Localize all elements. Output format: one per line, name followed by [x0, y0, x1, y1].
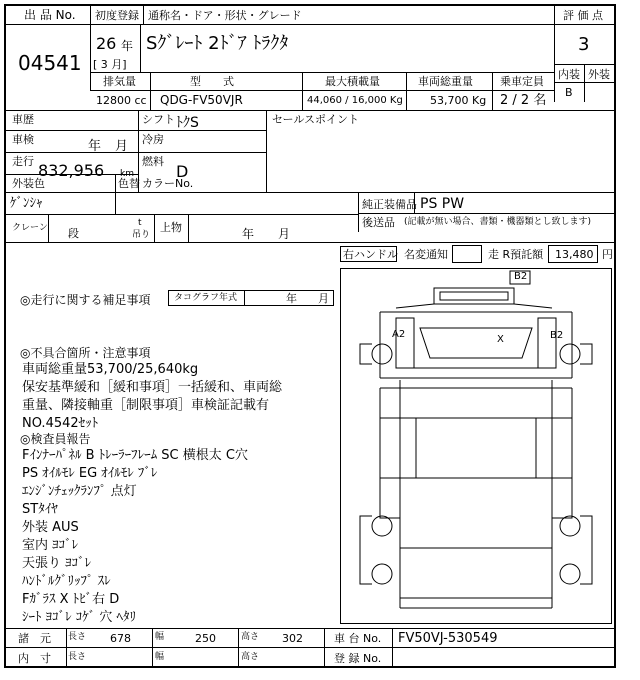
- inspector-title: ◎検査員報告: [20, 432, 91, 446]
- shift-label: シフト: [142, 113, 175, 126]
- name-change-box: [452, 245, 482, 263]
- inspection-month: 月: [115, 139, 129, 154]
- tachograph-year: 年: [286, 292, 297, 305]
- mileage-unit: km: [120, 169, 134, 179]
- inspector-line: 室内 ﾖｺﾞﾚ: [22, 538, 79, 553]
- crane-stage: 段: [68, 227, 79, 240]
- color-code-label: カラーNo.: [142, 177, 194, 190]
- lot-label: 出 品 No.: [24, 8, 76, 22]
- height-value: 302: [282, 632, 303, 645]
- model-label: 型 式: [190, 75, 234, 88]
- top-body-month: 月: [278, 227, 291, 241]
- right-handle-label: 右ハンドル: [343, 248, 398, 261]
- max-load-label: 最大積載量: [325, 75, 380, 88]
- crane-lift: 吊り: [132, 230, 151, 240]
- vehicle-name-label: 通称名・ドア・形状・グレード: [148, 9, 302, 22]
- aftermarket-note: (記載が無い場合、書類・機器類とし致します): [404, 217, 592, 227]
- running-notes-label: ◎走行に関する補足事項: [20, 293, 151, 307]
- mileage-label: 走行: [12, 155, 34, 168]
- capacity-label: 乗車定員: [500, 75, 544, 88]
- chassis-value: FV50VJ-530549: [398, 631, 498, 646]
- tachograph-label: タコグラフ年式: [174, 293, 238, 303]
- length-value: 678: [110, 632, 131, 645]
- inspector-line: PS ｵｲﾙﾓﾚ EG ｵｲﾙﾓﾚ ﾌﾞﾚ: [22, 466, 158, 481]
- model-value: QDG-FV50VJR: [160, 93, 243, 107]
- cooler-label: 冷房: [142, 133, 164, 146]
- diagram-mark-x: X: [497, 334, 504, 345]
- inspector-line: Fｶﾞﾗｽ X ﾄﾋﾞ右 D: [22, 592, 120, 607]
- defect-line: 保安基準緩和［緩和事項］一括緩和、車両総: [22, 380, 283, 395]
- max-load-value: 44,060 / 16,000 Kg: [307, 95, 403, 106]
- displacement-label: 排気量: [103, 75, 136, 88]
- crane-label: クレーン: [12, 223, 48, 233]
- deposit-value: 13,480: [555, 248, 594, 261]
- defect-line: 重量、隣接軸重［制限事項］車検証記載有: [22, 398, 270, 413]
- mileage-value: 832,956: [38, 161, 105, 180]
- inspector-line: ｴﾝｼﾞﾝﾁｪｯｸﾗﾝﾌﾟ 点灯: [22, 484, 137, 499]
- top-body-year: 年: [242, 227, 255, 241]
- chassis-label: 車 台 No.: [334, 632, 382, 645]
- distance-deposit-label: 走 R預託額: [488, 248, 544, 261]
- diagram-mark-b2-right: B2: [550, 330, 564, 341]
- spec-label: 諸 元: [18, 632, 51, 645]
- tachograph-month: 月: [318, 292, 329, 305]
- equipment-label: 純正装備品: [362, 198, 417, 211]
- grade-label: 評 価 点: [563, 9, 603, 22]
- inspector-line: ｼｰﾄ ﾖｺﾞﾚ ｺｹﾞ 穴 ﾍﾀﾘ: [22, 610, 137, 625]
- defect-line: 車両総重量53,700/25,640kg: [22, 362, 199, 377]
- fuel-label: 燃料: [142, 155, 164, 168]
- exterior-color-label: 外装色: [12, 177, 45, 190]
- defect-line: NO.4542ｾｯﾄ: [22, 416, 99, 431]
- inspector-line: 天張り ﾖｺﾞﾚ: [22, 556, 92, 571]
- grade-value: 3: [578, 34, 590, 55]
- first-registration-label: 初度登録: [95, 9, 139, 22]
- sales-point-label: セールスポイント: [272, 113, 360, 126]
- diagram-mark-a2: A2: [392, 329, 406, 340]
- vehicle-name: Sｸﾞﾚｰﾄ 2ﾄﾞｱ ﾄﾗｸﾀ: [146, 33, 289, 54]
- gross-weight-label: 車両総重量: [418, 75, 473, 88]
- width-value: 250: [195, 632, 216, 645]
- width-label: 幅: [155, 632, 165, 642]
- registration-year: 26: [96, 34, 117, 53]
- inspection-year: 年: [88, 139, 102, 154]
- length-label-inner: 長さ: [68, 652, 87, 662]
- truck-diagram: [340, 268, 612, 624]
- registration-month: [ 3 月]: [93, 58, 127, 71]
- gross-weight-value: 53,700 Kg: [430, 94, 487, 107]
- length-label: 長さ: [68, 632, 87, 642]
- fuel-value: D: [176, 162, 189, 181]
- capacity-value: 2 / 2 名: [500, 93, 547, 108]
- displacement-value: 12800 cc: [96, 94, 147, 107]
- aftermarket-label: 後送品: [362, 216, 395, 229]
- height-label-inner: 高さ: [241, 652, 260, 662]
- equipment-value: PS PW: [420, 196, 465, 212]
- registration-no-label: 登 録 No.: [334, 652, 382, 665]
- interior-grade-value: B: [565, 86, 573, 99]
- inspector-line: Fｲﾝﾅｰﾊﾟﾈﾙ B ﾄﾚｰﾗｰﾌﾚｰﾑ SC 横根太 C穴: [22, 448, 248, 463]
- height-label: 高さ: [241, 632, 260, 642]
- crane-ton: t: [138, 218, 142, 228]
- inspector-line: STﾀｲﾔ: [22, 502, 58, 517]
- inspector-line: ﾊﾝﾄﾞﾙｸﾞﾘｯﾌﾟ ｽﾚ: [22, 574, 111, 589]
- name-change-label: 名変通知: [404, 248, 448, 261]
- shift-value: ﾄｸS: [176, 115, 199, 131]
- inspector-line: 外装 AUS: [22, 520, 79, 535]
- exterior-color-value: ｹﾞﾝｼｬ: [10, 196, 43, 211]
- inspection-label: 車検: [12, 133, 34, 146]
- lot-number: 04541: [18, 51, 82, 75]
- history-label: 車歴: [12, 113, 34, 126]
- yen-label: 円: [602, 248, 613, 261]
- interior-grade-label: 内装: [558, 68, 580, 81]
- registration-year-unit: 年: [121, 39, 134, 53]
- defects-title: ◎不具合箇所・注意事項: [20, 346, 151, 360]
- width-label-inner: 幅: [155, 652, 165, 662]
- diagram-mark-b2-top: B2: [514, 271, 528, 282]
- top-body-label: 上物: [160, 221, 182, 234]
- color-change-label: 色替: [118, 177, 140, 190]
- inner-size-label: 内 寸: [18, 652, 51, 665]
- exterior-grade-label: 外装: [588, 68, 610, 81]
